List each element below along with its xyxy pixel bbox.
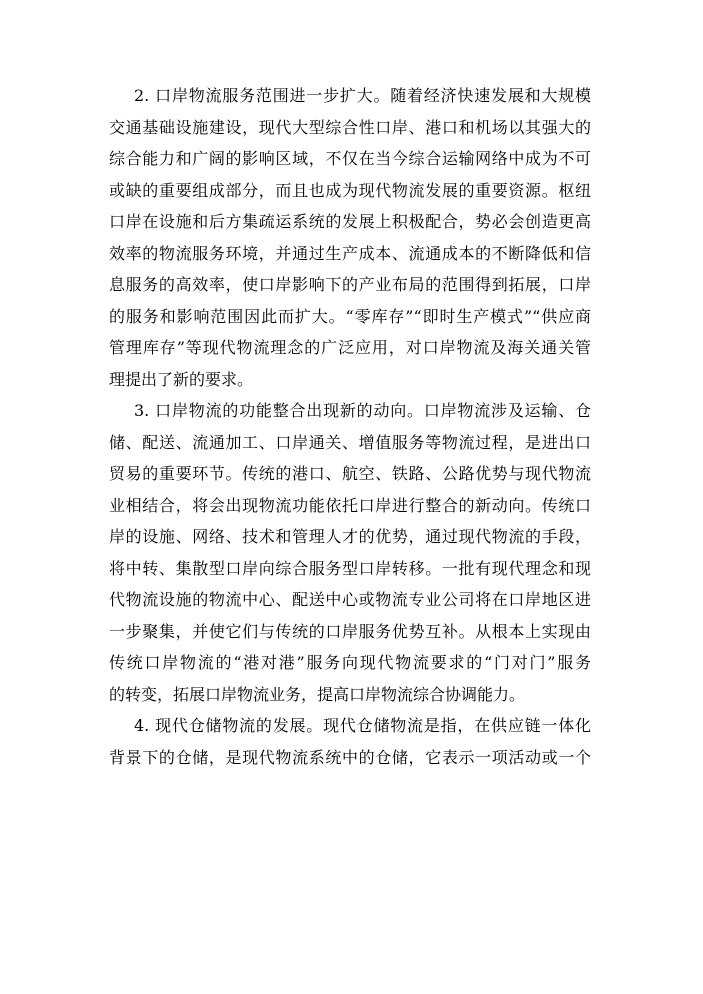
paragraph-3-line-5: 岸的设施、网络、技术和管理人才的优势，通过现代物流的手段， bbox=[109, 527, 591, 546]
paragraph-3-line-7: 代物流设施的物流中心、配送中心或物流专业公司将在口岸地区进 bbox=[109, 590, 591, 609]
paragraph-2-line-9: 管理库存”等现代物流理念的广泛应用，对口岸物流及海关通关管 bbox=[109, 338, 591, 357]
paragraph-4-line-1: 4. 现代仓储物流的发展。现代仓储物流是指，在供应链一体化 bbox=[134, 716, 591, 735]
paragraph-2-line-1: 2. 口岸物流服务范围进一步扩大。随着经济快速发展和大规模 bbox=[134, 86, 591, 105]
paragraph-4-line-2: 背景下的仓储，是现代物流系统中的仓储，它表示一项活动或一个 bbox=[109, 747, 591, 767]
paragraph-2-line-4: 或缺的重要组成部分，而且也成为现代物流发展的重要资源。枢纽 bbox=[109, 180, 591, 200]
paragraph-3-line-4: 业相结合，将会出现物流功能依托口岸进行整合的新动向。传统口 bbox=[109, 495, 591, 515]
paragraph-2-line-6: 效率的物流服务环境，并通过生产成本、流通成本的不断降低和信 bbox=[109, 243, 591, 263]
paragraph-2-line-10: 理提出了新的要求。 bbox=[109, 369, 254, 389]
paragraph-3-line-9: 传统口岸物流的“港对港”服务向现代物流要求的“门对门”服务 bbox=[109, 653, 591, 672]
paragraph-2-line-3: 综合能力和广阔的影响区域，不仅在当今综合运输网络中成为不可 bbox=[109, 149, 591, 168]
paragraph-3-line-8: 一步聚集，并使它们与传统的口岸服务优势互补。从根本上实现由 bbox=[109, 621, 591, 641]
paragraph-2-line-2: 交通基础设施建设，现代大型综合性口岸、港口和机场以其强大的 bbox=[109, 117, 591, 137]
paragraph-3-line-6: 将中转、集散型口岸向综合服务型口岸转移。一批有现代理念和现 bbox=[109, 558, 591, 578]
paragraph-2-line-8: 的服务和影响范围因此而扩大。“零库存”“即时生产模式”“供应商 bbox=[109, 306, 591, 326]
paragraph-3-line-2: 储、配送、流通加工、口岸通关、增值服务等物流过程，是进出口 bbox=[109, 432, 591, 452]
paragraph-2-line-7: 息服务的高效率，使口岸影响下的产业布局的范围得到拓展，口岸 bbox=[109, 275, 591, 294]
paragraph-2-line-5: 口岸在设施和后方集疏运系统的发展上积极配合，势必会创造更高 bbox=[109, 212, 591, 231]
paragraph-3-line-1: 3. 口岸物流的功能整合出现新的动向。口岸物流涉及运输、仓 bbox=[134, 401, 591, 420]
paragraph-3-line-3: 贸易的重要环节。传统的港口、航空、铁路、公路优势与现代物流 bbox=[109, 464, 591, 483]
paragraph-3-line-10: 的转变，拓展口岸物流业务，提高口岸物流综合协调能力。 bbox=[109, 684, 526, 704]
